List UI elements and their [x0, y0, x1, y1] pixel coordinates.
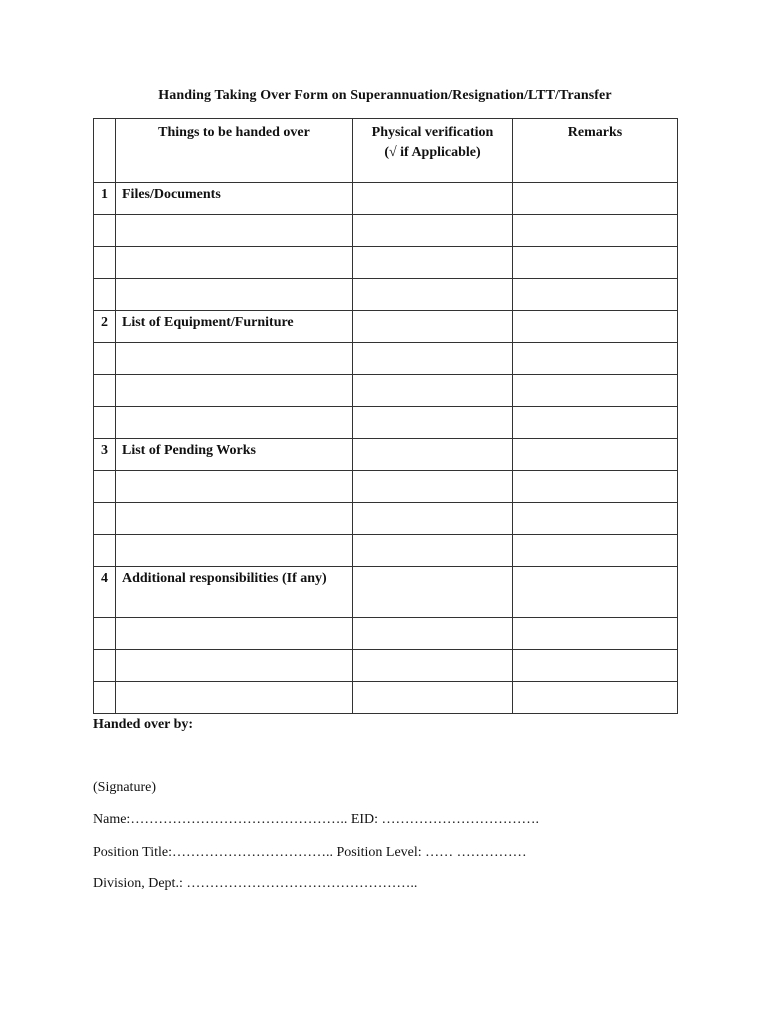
- name-eid-field: Name:……………………………………….. EID: …………………………….: [93, 812, 540, 827]
- remarks-cell[interactable]: [513, 407, 678, 439]
- number-header-cell: [94, 119, 116, 183]
- section-number: 1: [94, 183, 116, 215]
- table-row: [94, 503, 678, 535]
- number-cell: [94, 618, 116, 650]
- item-cell[interactable]: [116, 343, 353, 375]
- section-label-files: Files/Documents: [116, 183, 353, 215]
- remarks-cell[interactable]: [513, 375, 678, 407]
- table-row: [94, 650, 678, 682]
- number-cell: [94, 535, 116, 567]
- handover-table: [93, 118, 678, 714]
- table-row: [94, 247, 678, 279]
- verification-cell[interactable]: [353, 650, 513, 682]
- remarks-cell[interactable]: [513, 215, 678, 247]
- remarks-header: Remarks: [513, 119, 678, 183]
- remarks-cell[interactable]: [513, 279, 678, 311]
- remarks-cell[interactable]: [513, 311, 678, 343]
- item-cell[interactable]: [116, 407, 353, 439]
- verification-cell[interactable]: [353, 247, 513, 279]
- verification-cell[interactable]: [353, 682, 513, 714]
- form-title: Handing Taking Over Form on Superannuation/Resignation/LTT/Transfer: [158, 88, 612, 103]
- number-cell: [94, 375, 116, 407]
- section-row-additional: [94, 567, 678, 618]
- verification-cell[interactable]: [353, 535, 513, 567]
- table-row: [94, 682, 678, 714]
- division-field: Division, Dept.: …………………………………………..: [93, 876, 418, 891]
- section-number: 4: [94, 567, 116, 618]
- section-row-equipment: [94, 311, 678, 343]
- verification-cell[interactable]: [353, 343, 513, 375]
- position-field: Position Title:…………………………….. Position Level: …… ……………: [93, 845, 527, 860]
- remarks-cell[interactable]: [513, 567, 678, 618]
- verification-cell[interactable]: [353, 503, 513, 535]
- number-cell: [94, 650, 116, 682]
- verification-cell[interactable]: [353, 311, 513, 343]
- table-row: [94, 279, 678, 311]
- verification-cell[interactable]: [353, 439, 513, 471]
- item-cell[interactable]: [116, 682, 353, 714]
- table-row: [94, 375, 678, 407]
- number-cell: [94, 279, 116, 311]
- verification-cell[interactable]: [353, 618, 513, 650]
- section-row-files: [94, 183, 678, 215]
- remarks-cell[interactable]: [513, 471, 678, 503]
- section-label-equipment: List of Equipment/Furniture: [116, 311, 353, 343]
- remarks-cell[interactable]: [513, 682, 678, 714]
- item-cell[interactable]: [116, 471, 353, 503]
- item-cell[interactable]: [116, 215, 353, 247]
- remarks-cell[interactable]: [513, 503, 678, 535]
- section-label-additional: Additional responsibilities (If any): [116, 567, 353, 618]
- remarks-cell[interactable]: [513, 343, 678, 375]
- number-cell: [94, 407, 116, 439]
- table-row: [94, 215, 678, 247]
- number-cell: [94, 503, 116, 535]
- table-row: [94, 407, 678, 439]
- things-header: Things to be handed over: [116, 119, 353, 183]
- physical-verification-header: [353, 119, 513, 183]
- remarks-cell[interactable]: [513, 650, 678, 682]
- section-number: 2: [94, 311, 116, 343]
- item-cell[interactable]: [116, 279, 353, 311]
- table-row: [94, 471, 678, 503]
- remarks-cell[interactable]: [513, 439, 678, 471]
- section-number: 3: [94, 439, 116, 471]
- section-label-pending-works: List of Pending Works: [116, 439, 353, 471]
- number-cell: [94, 471, 116, 503]
- remarks-cell[interactable]: [513, 535, 678, 567]
- verification-cell[interactable]: [353, 567, 513, 618]
- table-row: [94, 343, 678, 375]
- verification-cell[interactable]: [353, 407, 513, 439]
- section-row-pending-works: [94, 439, 678, 471]
- physical-verification-header-line1: Physical verification: [371, 125, 494, 140]
- handed-over-by-label: Handed over by:: [93, 717, 194, 732]
- number-cell: [94, 247, 116, 279]
- item-cell[interactable]: [116, 535, 353, 567]
- item-cell[interactable]: [116, 503, 353, 535]
- verification-cell[interactable]: [353, 279, 513, 311]
- item-cell[interactable]: [116, 618, 353, 650]
- number-cell: [94, 343, 116, 375]
- table-header-row: [94, 119, 678, 183]
- verification-cell[interactable]: [353, 215, 513, 247]
- verification-cell[interactable]: [353, 471, 513, 503]
- signature-label: (Signature): [93, 780, 156, 795]
- physical-verification-header-line2: (√ if Applicable): [384, 145, 481, 160]
- remarks-cell[interactable]: [513, 247, 678, 279]
- item-cell[interactable]: [116, 650, 353, 682]
- item-cell[interactable]: [116, 375, 353, 407]
- remarks-cell[interactable]: [513, 183, 678, 215]
- number-cell: [94, 682, 116, 714]
- table-row: [94, 535, 678, 567]
- table-row: [94, 618, 678, 650]
- verification-cell[interactable]: [353, 375, 513, 407]
- number-cell: [94, 215, 116, 247]
- verification-cell[interactable]: [353, 183, 513, 215]
- remarks-cell[interactable]: [513, 618, 678, 650]
- item-cell[interactable]: [116, 247, 353, 279]
